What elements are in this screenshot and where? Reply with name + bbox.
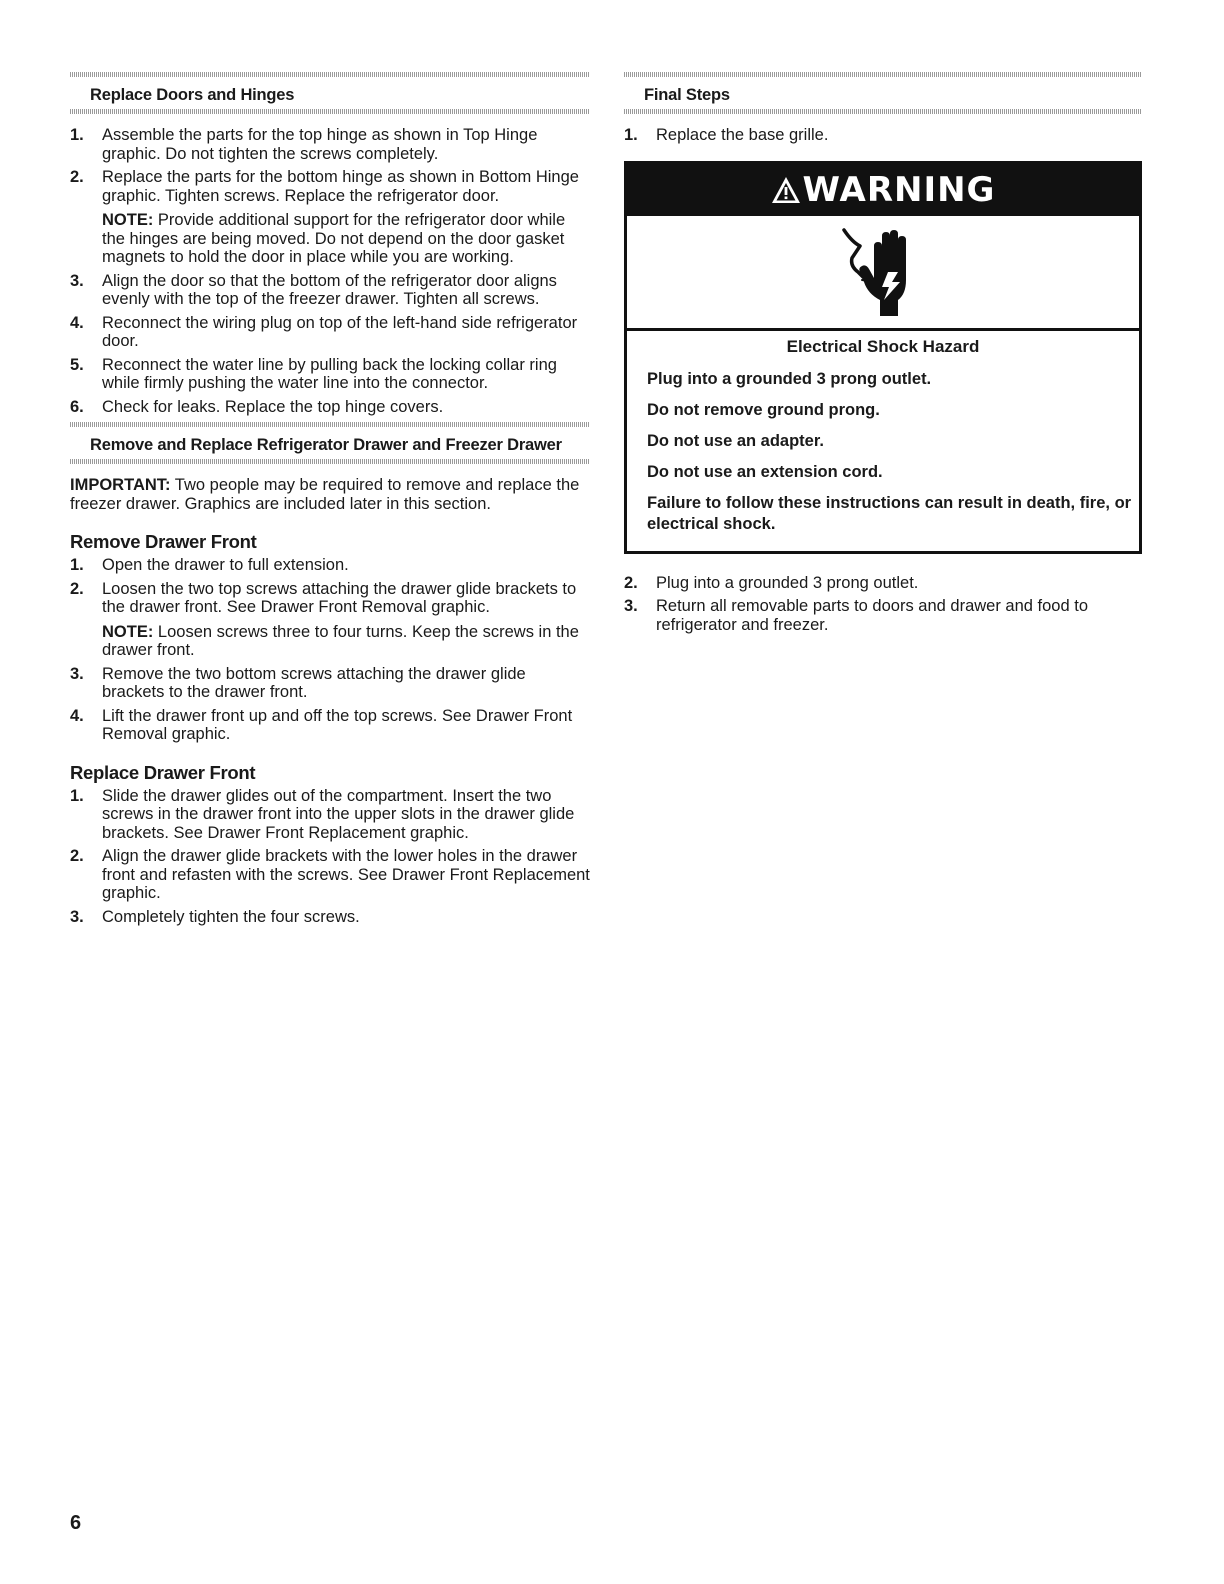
step-text: Return all removable parts to doors and drawer and food to refrigerator and freezer.	[656, 597, 1088, 634]
list-item	[70, 556, 590, 575]
note-label: NOTE:	[102, 622, 154, 641]
list-item	[70, 847, 590, 903]
subheading-replace-drawer-front: Replace Drawer Front	[70, 761, 256, 783]
warning-line: Do not use an extension cord.	[647, 462, 883, 481]
step-number: 4.	[70, 313, 84, 332]
section-title: Replace Doors and Hinges	[90, 86, 295, 104]
step-text: Lift the drawer front up and off the top screws. See Drawer Front Removal graphic.	[102, 706, 573, 743]
list-item	[70, 908, 590, 927]
section-title: Remove and Replace Refrigerator Drawer and Freezer Drawer	[90, 436, 562, 454]
list-item	[70, 707, 590, 744]
warning-icon-area	[627, 216, 1139, 331]
list-item	[624, 597, 1142, 634]
warning-line: Do not remove ground prong.	[647, 400, 880, 419]
list-item	[70, 168, 590, 267]
step-number: 3.	[70, 907, 84, 926]
step-text: Reconnect the wiring plug on top of the left-hand side refrigerator door.	[102, 313, 578, 350]
right-column	[624, 72, 1142, 639]
step-number: 4.	[70, 706, 84, 725]
step-text: Slide the drawer glides out of the compartment. Insert the two screws in the drawer front into the upper slots in the drawer glide brackets. See Drawer Front Replacement graphic.	[102, 786, 575, 842]
electrical-shock-hand-icon	[838, 224, 928, 320]
note-text: Loosen screws three to four turns. Keep the screws in the drawer front.	[102, 622, 579, 659]
remove-front-steps	[70, 556, 590, 744]
warning-line: Do not use an adapter.	[647, 431, 824, 450]
step-number: 3.	[70, 271, 84, 290]
final-steps-rest	[624, 574, 1142, 635]
note-text: Provide additional support for the refrigerator door while the hinges are being moved. Do not depend on the door gasket magnets to hold the door in place while you are working.	[102, 211, 566, 266]
replace-doors-steps	[70, 126, 590, 416]
step-text: Replace the parts for the bottom hinge as shown in Bottom Hinge graphic. Tighten screws. Replace the refrigerator door.	[102, 168, 579, 205]
section-header-drawers	[70, 422, 590, 464]
step-text: Open the drawer to full extension.	[102, 556, 349, 574]
step-text: Reconnect the water line by pulling back the locking collar ring while firmly pushing the water line into the connector.	[102, 355, 557, 392]
step-text: Check for leaks. Replace the top hinge covers.	[102, 397, 444, 416]
important-paragraph	[70, 476, 590, 513]
list-item	[70, 126, 590, 163]
step-number: 3.	[624, 597, 638, 615]
left-column	[70, 72, 590, 931]
step-number: 3.	[70, 664, 84, 683]
replace-front-steps	[70, 787, 590, 927]
hazard-title: Electrical Shock Hazard	[786, 336, 980, 356]
step-text: Loosen the two top screws attaching the drawer glide brackets to the drawer front. See Drawer Front Removal graphic.	[102, 579, 577, 616]
step-number: 1.	[624, 126, 638, 144]
warning-body	[627, 331, 1139, 551]
section-title: Final Steps	[644, 86, 730, 104]
step-text: Remove the two bottom screws attaching the drawer glide brackets to the drawer front.	[102, 664, 526, 701]
warning-line: Plug into a grounded 3 prong outlet.	[647, 369, 932, 388]
page-number: 6	[70, 1512, 82, 1534]
list-item	[624, 574, 1142, 593]
step-text: Replace the base grille.	[656, 126, 829, 144]
step-number: 2.	[70, 847, 84, 865]
note	[102, 623, 590, 660]
step-number: 5.	[70, 355, 84, 374]
warning-box	[624, 161, 1142, 554]
warning-title: WARNING	[802, 169, 996, 210]
step-number: 2.	[70, 579, 84, 598]
step-text: Completely tighten the four screws.	[102, 907, 360, 926]
step-text: Align the door so that the bottom of the refrigerator door aligns evenly with the top of the freezer drawer. Tighten all screws.	[102, 271, 557, 308]
step-text: Plug into a grounded 3 prong outlet.	[656, 573, 919, 592]
divider	[70, 109, 590, 114]
section-header-final-steps	[624, 72, 1142, 114]
list-item	[70, 787, 590, 843]
step-number: 2.	[70, 168, 84, 186]
list-item	[70, 398, 590, 417]
step-number: 1.	[70, 556, 84, 574]
step-text: Assemble the parts for the top hinge as shown in Top Hinge graphic. Do not tighten the screws completely.	[102, 126, 538, 163]
divider	[70, 459, 590, 464]
important-text: Two people may be required to remove and replace the freezer drawer. Graphics are included later in this section.	[70, 476, 580, 513]
step-number: 6.	[70, 397, 84, 416]
list-item	[70, 665, 590, 702]
divider	[624, 109, 1142, 114]
list-item	[70, 314, 590, 351]
step-number: 2.	[624, 573, 638, 592]
note	[102, 211, 590, 267]
step-number: 1.	[70, 126, 84, 144]
list-item	[70, 272, 590, 309]
final-steps-first	[624, 126, 1142, 145]
note-label: NOTE:	[102, 211, 154, 229]
list-item	[70, 580, 590, 660]
subheading-remove-drawer-front: Remove Drawer Front	[70, 531, 257, 552]
important-label: IMPORTANT:	[70, 476, 171, 494]
step-text: Align the drawer glide brackets with the lower holes in the drawer front and refasten with the screws. See Drawer Front Replacement graphic.	[102, 847, 590, 902]
list-item	[624, 126, 1142, 145]
warning-triangle-icon	[771, 176, 801, 204]
step-number: 1.	[70, 786, 84, 805]
section-header-replace-doors	[70, 72, 590, 114]
warning-banner	[627, 164, 1139, 216]
list-item	[70, 356, 590, 393]
warning-line: Failure to follow these instructions can result in death, fire, or electrical shock.	[647, 493, 1132, 533]
